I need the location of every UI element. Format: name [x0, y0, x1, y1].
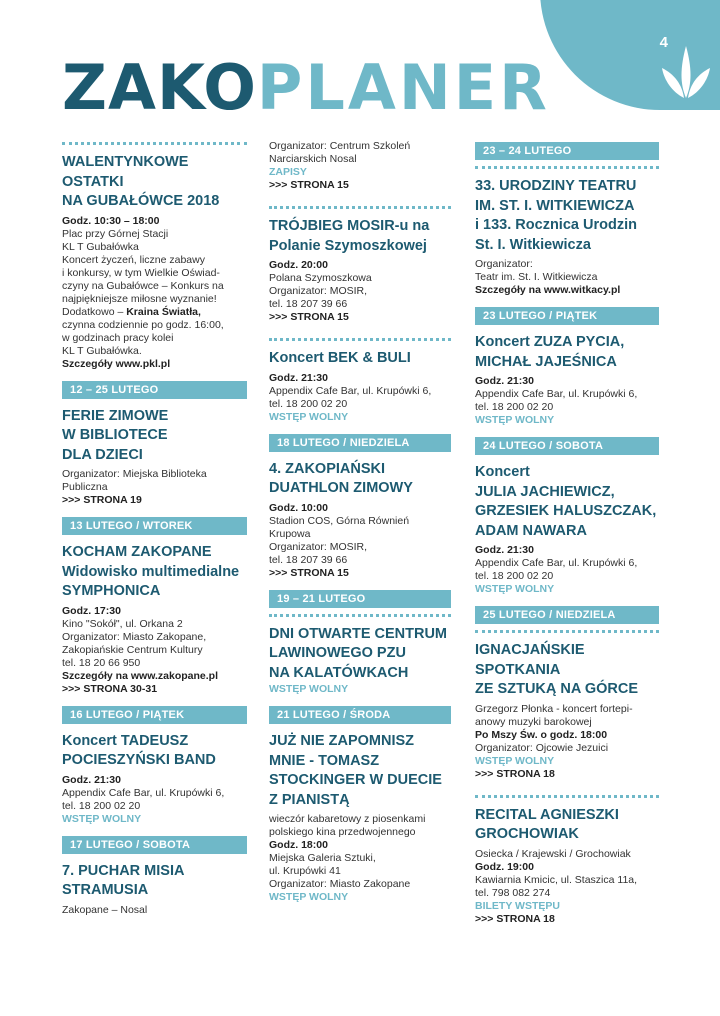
event-pocieszynski — [62, 732, 247, 826]
event-text: Polana Szymoszkowa Organizator: MOSIR, tel. 18 207 39 66 — [269, 272, 372, 310]
event-details-link[interactable]: Szczegóły na www.zakopane.pl — [62, 669, 218, 682]
event-title: RECITAL AGNIESZKI GROCHOWIAK — [475, 806, 619, 842]
event-title: JUŻ NIE ZAPOMNISZ MNIE - TOMASZ STOCKINGER W DUECIE Z PIANISTĄ — [269, 733, 442, 808]
registration-label: ZAPISY — [269, 166, 307, 178]
event-jachiewicz — [475, 463, 659, 596]
event-text: Miejska Galeria Sztuki, ul. Krupówki 41 Organizator: Miasto Zakopane — [269, 852, 411, 890]
free-entry-label: WSTĘP WOLNY — [475, 414, 555, 426]
date-bar: 23 LUTEGO / PIĄTEK — [475, 307, 659, 325]
event-title: KOCHAM ZAKOPANE Widowisko multimedialne SYMPHONICA — [62, 544, 240, 599]
event-ignacjanskie — [475, 641, 659, 781]
event-trojbieg — [269, 217, 451, 324]
date-bar: 17 LUTEGO / SOBOTA — [62, 836, 247, 854]
column-3 — [475, 142, 659, 926]
event-text: Appendix Cafe Bar, ul. Krupówki 6, tel. 18 200 02 20 — [475, 388, 638, 413]
event-title: 33. URODZINY TEATRU IM. ST. I. WITKIEWICZA i 133. Rocznica Urodzin St. I. Witkiewicza — [475, 178, 637, 253]
event-time: Godz. 18:00 — [269, 839, 328, 851]
event-text: Osiecka / Krajewski / Grochowiak — [475, 847, 631, 860]
free-entry-label: WSTĘP WOLNY — [475, 583, 555, 595]
date-bar: 13 LUTEGO / WTOREK — [62, 517, 247, 535]
event-time: Godz. 21:30 — [62, 773, 121, 786]
event-stockinger — [269, 732, 451, 904]
event-text: Organizator: Miejska Biblioteka Publiczna — [62, 468, 207, 493]
event-details-link[interactable]: Szczegóły na www.witkacy.pl — [475, 284, 621, 296]
event-text: Zakopane – Nosal — [62, 903, 148, 916]
event-nosal-continued — [269, 140, 451, 192]
divider — [269, 614, 451, 617]
event-centrum-lawinowe — [269, 625, 451, 697]
date-bar: 16 LUTEGO / PIĄTEK — [62, 706, 247, 724]
free-entry-label: WSTĘP WOLNY — [269, 891, 349, 903]
divider — [62, 142, 247, 145]
free-entry-label: WSTĘP WOLNY — [269, 683, 349, 695]
free-entry-label: WSTĘP WOLNY — [475, 754, 555, 767]
event-title: DNI OTWARTE CENTRUM LAWINOWEGO PZU NA KALATÓWKACH — [269, 625, 448, 681]
date-bar: 24 LUTEGO / SOBOTA — [475, 437, 659, 455]
event-time: Po Mszy Św. o godz. 18:00 — [475, 728, 608, 741]
divider — [269, 206, 451, 209]
event-time: Godz. 21:30 — [475, 375, 534, 387]
tickets-label: BILETY WSTĘPU — [475, 899, 560, 912]
event-text: Appendix Cafe Bar, ul. Krupówki 6, tel. 18 200 02 20 — [62, 786, 225, 812]
event-title: 4. ZAKOPIAŃSKI DUATHLON ZIMOWY — [269, 460, 413, 496]
event-time: Godz. 19:00 — [475, 860, 534, 873]
event-title: WALENTYNKOWE OSTATKI NA GUBAŁÓWCE 2018 — [62, 154, 220, 209]
event-zuza-pycia — [475, 333, 659, 427]
event-time: Godz. 21:30 — [475, 544, 534, 556]
date-bar: 25 LUTEGO / NIEDZIELA — [475, 606, 659, 624]
divider — [475, 166, 659, 169]
event-text: Kino "Sokół", ul. Orkana 2 Organizator: Miasto Zakopane, Zakopiańskie Centrum Kultury tel. 18 20 66 950 — [62, 617, 207, 669]
event-text: Stadion COS, Górna Równień Krupowa Organizator: MOSIR, tel. 18 207 39 66 — [269, 514, 410, 566]
free-entry-label: WSTĘP WOLNY — [62, 812, 142, 825]
event-text: Grzegorz Płonka - koncert fortepi- anowy muzyki barokowej — [475, 702, 633, 728]
date-bar: 12 – 25 LUTEGO — [62, 381, 247, 399]
page-reference: >>> STRONA 30-31 — [62, 682, 158, 695]
date-bar: 18 LUTEGO / NIEDZIELA — [269, 434, 451, 452]
page-reference: >>> STRONA 15 — [269, 179, 349, 191]
event-urodziny-teatru — [475, 177, 659, 297]
event-puchar-misia — [62, 862, 247, 917]
event-kocham-zakopane — [62, 543, 247, 696]
event-time: Godz. 17:30 — [62, 604, 121, 617]
event-time: Godz. 21:30 — [269, 371, 328, 384]
event-title: TRÓJBIEG MOSIR-u na Polanie Szymoszkowej — [269, 218, 430, 254]
leaf-icon — [658, 40, 714, 100]
event-title: Koncert TADEUSZ POCIESZYŃSKI BAND — [62, 732, 216, 768]
event-duathlon — [269, 460, 451, 580]
event-title: 7. PUCHAR MISIA STRAMUSIA — [62, 862, 185, 898]
event-time: Godz. 20:00 — [269, 259, 328, 271]
event-title: Koncert ZUZA PYCIA, MICHAŁ JAJEŚNICA — [475, 334, 625, 370]
divider — [475, 795, 659, 798]
date-bar: 23 – 24 LUTEGO — [475, 142, 659, 160]
divider — [475, 630, 659, 633]
event-title: FERIE ZIMOWE W BIBLIOTECE DLA DZIECI — [62, 407, 169, 463]
event-title: Koncert BEK & BULI — [269, 350, 411, 366]
free-entry-label: WSTĘP WOLNY — [269, 410, 349, 423]
page-reference: >>> STRONA 15 — [269, 566, 349, 579]
event-ferie — [62, 407, 247, 508]
event-recital-grochowiak — [475, 806, 659, 926]
column-2 — [269, 140, 451, 904]
event-text: Appendix Cafe Bar, ul. Krupówki 6, tel. 18 200 02 20 — [475, 557, 638, 582]
event-bek-buli — [269, 349, 451, 424]
page-reference: >>> STRONA 18 — [475, 767, 555, 780]
event-text: wieczór kabaretowy z piosenkami polskiego kina przedwojennego — [269, 813, 426, 838]
event-text: Organizator: Centrum Szkoleń Narciarskich Nosal — [269, 140, 411, 165]
event-text: Organizator: Teatr im. St. I. Witkiewicza — [475, 258, 598, 283]
event-text: Plac przy Górnej Stacji KL T Gubałówka Koncert życzeń, liczne zabawy i konkursy, w tym Wielkie Oświad- czyny na Gubałówce – Konkurs na najpiękniejsze miłosne wyznanie! Dodatkowo – Kraina Światła, czynna codziennie po godz. 16:00, w godzinach pracy kolei KL T Gubałówka. — [62, 227, 224, 357]
event-walentynkowe — [62, 153, 247, 371]
event-text: Appendix Cafe Bar, ul. Krupówki 6, tel. 18 200 02 20 — [269, 384, 432, 410]
page-reference: >>> STRONA 19 — [62, 494, 142, 506]
event-title: IGNACJAŃSKIE SPOTKANIA ZE SZTUKĄ NA GÓRCE — [475, 642, 638, 697]
page-reference: >>> STRONA 15 — [269, 311, 349, 323]
page-number: 4 — [659, 34, 668, 51]
event-title: Koncert JULIA JACHIEWICZ, GRZESIEK HALUSZCZAK, ADAM NAWARA — [475, 464, 657, 539]
page-reference: >>> STRONA 18 — [475, 912, 555, 925]
date-bar: 19 – 21 LUTEGO — [269, 590, 451, 608]
date-bar: 21 LUTEGO / ŚRODA — [269, 706, 451, 724]
column-1 — [62, 140, 247, 917]
event-time: Godz. 10:00 — [269, 501, 328, 514]
event-details-link[interactable]: Szczegóły www.pkl.pl — [62, 357, 171, 370]
event-text: Kawiarnia Kmicic, ul. Staszica 11a, tel. 798 082 274 — [475, 873, 638, 899]
event-text: Organizator: Ojcowie Jezuici — [475, 741, 609, 754]
divider — [269, 338, 451, 341]
event-time: Godz. 10:30 – 18:00 — [62, 214, 160, 227]
masthead-logo: ZAKOPLANER — [62, 51, 550, 124]
